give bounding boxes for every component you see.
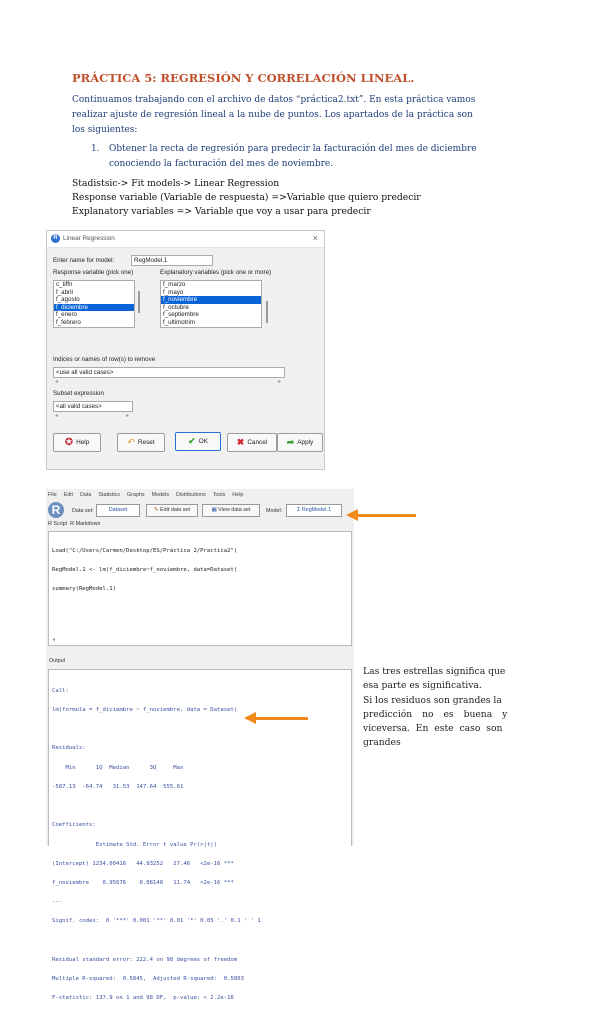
view-dataset-button[interactable] [202,504,260,517]
check-icon: ✔ [188,436,196,446]
edit-dataset-button[interactable] [146,504,198,517]
script-line: Load("C:/Users/Carmen/Desktop/ES/Práctica 2/Practica2") [52,547,238,554]
r-logo-icon: R [48,502,64,518]
lifebuoy-icon: ✪ [64,436,74,448]
scrollbar[interactable] [266,301,268,323]
list-item[interactable]: f_enero [56,311,77,319]
list-item-selected[interactable]: f_noviembre [161,296,261,304]
output-text [52,675,261,1015]
output-line: Signif. codes: 0 '***' 0.001 '**' 0.01 '*' 0.05 '.' 0.1 ' ' 1 [52,918,261,925]
table-icon: ▦ [211,507,217,513]
model-label: Model: [266,508,283,514]
note-line: esa parte es significativa. [363,680,482,692]
menu-models[interactable]: Models [151,492,170,498]
output-line: F-statistic: 137.9 on 1 and 98 DF, p-value: < 2.2e-16 [52,995,234,1002]
apply-button[interactable] [277,433,323,452]
output-line: Call: [52,687,69,694]
arrow-left-icon [244,712,310,724]
output-line: Residual standard error: 222.4 on 98 degrees of freedom [52,956,238,963]
note-line: viceversa. En este caso son [363,723,503,735]
intro-line: realizar ajuste de regresión lineal a la nube de puntos. Los apartados de la práctica son [72,110,473,120]
menu-file[interactable]: File [48,492,57,498]
intro-paragraph [72,93,532,138]
model-selector[interactable]: Σ RegModel.1 [286,504,342,517]
model-name-label: Enter name for model: [53,257,115,264]
list-item[interactable]: f_septiembre [163,311,199,319]
horizontal-scrollbar[interactable] [53,413,131,419]
apply-label: Apply [297,439,314,446]
help-button[interactable] [53,433,101,452]
list-item[interactable]: f_agosto [56,296,80,304]
cancel-label: Cancel [247,439,268,446]
list-item[interactable]: f_octubre [163,303,189,311]
script-pane[interactable] [48,531,352,646]
model-name-input[interactable]: RegModel.1 [131,255,213,266]
output-line: --- [52,899,63,906]
note-line: Si los residuos son grandes la [363,694,502,706]
arrow-left-icon [346,509,418,521]
undo-icon: ↶ [127,437,135,447]
menu-data[interactable]: Data [79,492,92,498]
script-line: RegModel.1 <- lm(f_diciembre~f_noviembre, data=Dataset) [52,567,238,574]
output-line: f_noviembre 0.95676 0.08148 11.74 <2e-16 *** [52,880,234,886]
output-line: -587.13 -64.74 31.53 147.64 555.61 [52,783,184,790]
reset-label: Reset [137,439,155,446]
note-line: grandes [363,737,401,749]
list-item-number: 1. [91,144,100,154]
step-line: Explanatory variables => Variable que voy a usar para predecir [72,206,371,217]
menu-help[interactable]: Help [232,492,244,498]
output-line: lm(formula = f_diciembre ~ f_noviembre, data = Dataset) [52,707,238,714]
note-line: Las tres estrellas significa que [363,666,506,677]
list-item[interactable]: f_mayo [163,288,184,296]
rows-remove-input[interactable]: <use all valid cases> [53,367,285,378]
ok-label: OK [198,438,208,445]
explanatory-variables-listbox[interactable] [160,280,262,328]
steps [72,177,421,219]
output-line [52,803,261,809]
cancel-button[interactable] [227,433,277,452]
intro-line: los siguientes: [72,125,138,135]
list-item[interactable]: f_ultimotrim [163,318,195,326]
menu-distributions[interactable]: Distributions [176,492,206,498]
response-variable-listbox[interactable] [53,280,135,328]
dialog-title: Linear Regression [63,235,115,242]
rcommander-window [46,489,354,1002]
view-dataset-label: View data set [218,507,251,513]
scroll-left-icon[interactable]: ◂ [55,413,59,419]
list-item[interactable]: c_tiffn [56,281,73,288]
menu-bar [48,492,243,498]
output-line: Multiple R-squared: 0.5845, Adjusted R-squared: 0.5803 [52,976,244,983]
scroll-left-icon[interactable]: ◂ [52,637,56,643]
scroll-right-icon[interactable]: ▸ [277,379,281,385]
tab-r-markdown[interactable]: R Markdown [70,521,101,527]
list-item[interactable]: f_abril [56,288,73,296]
subset-expression-label: Subset expression [53,390,104,397]
pencil-icon: ✎ [154,507,159,513]
linear-regression-dialog [46,230,325,470]
output-line [52,938,261,944]
dataset-selector[interactable]: Dataset [96,504,140,517]
explanatory-variables-header: Explanatory variables (pick one or more) [160,269,272,276]
edit-dataset-label: Edit data set [160,507,190,513]
output-line: Estimate Std. Error t value Pr(>|t|) [52,841,218,848]
arrow-right-icon: ➦ [286,437,295,447]
list-item[interactable]: f_febrero [56,318,81,326]
list-item-line: Obtener la recta de regresión para predecir la facturación del mes de diciembre [109,144,477,154]
step-line: Response variable (Variable de respuesta) =>Variable que quiero predecir [72,192,421,203]
scroll-right-icon[interactable]: ▸ [125,413,129,419]
list-item [109,142,529,172]
cross-icon: ✖ [236,437,245,447]
close-icon[interactable]: × [312,233,318,243]
dialog-titlebar [47,231,324,248]
output-line [52,726,261,732]
page-title: PRÁCTICA 5: REGRESIÓN Y CORRELACIÓN LINEAL. [72,71,415,85]
tab-r-script[interactable]: R Script [48,521,68,527]
response-variable-header: Response variable (pick one) [53,269,134,276]
subset-expression-input[interactable]: <all valid cases> [53,401,133,412]
step-line: Stadistsic-> Fit models-> Linear Regression [72,178,280,189]
script-text [52,535,237,605]
intro-line: Continuamos trabajando con el archivo de datos “práctica2.txt”. En esta práctica vamos [72,95,476,105]
r-logo-icon: R [51,234,60,243]
list-item-line: conociendo la facturación del mes de noviembre. [109,159,334,169]
rows-remove-label: Indices or names of row(s) to remove [53,356,156,363]
output-line: Coefficients: [52,822,96,829]
side-note [363,665,526,751]
script-tabs [48,521,100,527]
output-pane[interactable] [48,669,352,1002]
script-line: summary(RegModel.1) [52,586,116,593]
output-label: Output [49,658,66,664]
menu-statistics[interactable]: Statistics [98,492,120,498]
help-label: Help [76,439,90,446]
dataset-label: Data set: [72,508,94,514]
menu-edit[interactable]: Edit [63,492,73,498]
note-line: predicción no es buena y [363,708,508,720]
menu-tools[interactable]: Tools [212,492,226,498]
scroll-left-icon[interactable]: ◂ [55,379,59,385]
list-item[interactable]: f_marzo [163,281,186,288]
output-line: Min 1Q Median 3Q Max [52,764,184,771]
reset-button[interactable] [117,433,165,452]
output-line: (Intercept) 1234.00416 44.93252 27.46 <2e-16 *** [52,860,234,867]
ok-button[interactable] [175,432,221,451]
menu-graphs[interactable]: Graphs [126,492,145,498]
horizontal-scrollbar[interactable] [53,379,283,385]
output-line: Residuals: [52,745,86,752]
scrollbar[interactable] [138,291,140,313]
list-item-selected[interactable]: f_diciembre [54,304,134,312]
